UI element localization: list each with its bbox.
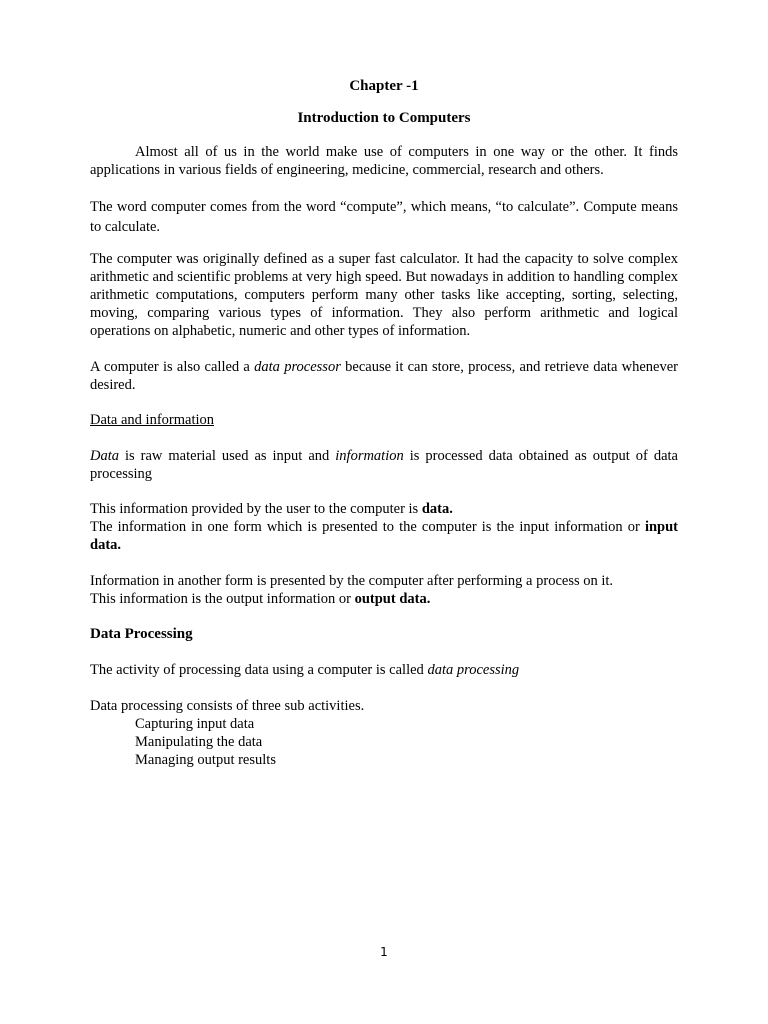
text-line: Information in another form is presented by the computer after performing a process on it.: [90, 573, 614, 589]
paragraph-definition: The computer was originally defined as a super fast calculator. It had the capacity to solve complex arithmetic and scientific problems at very high speed. But nowadays in addition to handling complex arithmetic computations, computers perform many other tasks like accepting, sorting, selecting, moving, comparing various types of information. They also perform arithmetic and logical operations on alphabetic, numeric and other types of information.: [90, 251, 678, 339]
bold-term: input data.: [90, 519, 678, 553]
italic-term: data processor: [254, 359, 341, 375]
list-intro: Data processing consists of three sub activities.: [90, 698, 365, 714]
italic-term: data processing: [427, 662, 520, 678]
paragraph-input-data: [90, 500, 678, 554]
paragraph-output-data: [90, 572, 678, 608]
text-span: The activity of processing data using a computer is called: [90, 662, 428, 678]
list-item: Capturing input data: [135, 716, 255, 732]
text-span: This information is the output information or: [90, 591, 355, 607]
italic-term: information: [335, 448, 404, 464]
chapter-heading: Chapter -1: [349, 78, 419, 94]
list-item: Managing output results: [135, 752, 276, 768]
text-span: This information provided by the user to the computer is: [90, 501, 422, 517]
text-line: [90, 500, 678, 518]
italic-term: Data: [90, 448, 119, 464]
text-span: is raw material used as input and: [119, 448, 336, 464]
text-span: is processed data obtained as output of data processing: [90, 448, 678, 482]
paragraph-sub-activities: [90, 697, 678, 769]
paragraph-word-origin: The word computer comes from the word “compute”, which means, “to calculate”. Compute means to calculate.: [90, 199, 678, 235]
page-number: 1: [380, 945, 388, 959]
paragraph-data-definition: [90, 447, 678, 483]
paragraph-data-processor: [90, 358, 678, 394]
page-title: Introduction to Computers: [297, 110, 471, 126]
list-item: Manipulating the data: [135, 734, 263, 750]
heading-data-processing: Data Processing: [90, 626, 193, 642]
bold-term: data.: [421, 501, 453, 517]
paragraph-intro: Almost all of us in the world make use of computers in one way or the other. It finds applications in various fields of engineering, medicine, commercial, research and others.: [90, 144, 678, 178]
subheading-data-information: Data and information: [90, 412, 215, 428]
text-span: The information in one form which is presented to the computer is the input information or: [90, 519, 645, 535]
text-span: A computer is also called a: [90, 359, 255, 375]
text-span: because it can store, process, and retrieve data whenever desired.: [90, 359, 679, 393]
paragraph-processing-definition: [90, 661, 678, 679]
bold-term: output data.: [354, 591, 431, 607]
